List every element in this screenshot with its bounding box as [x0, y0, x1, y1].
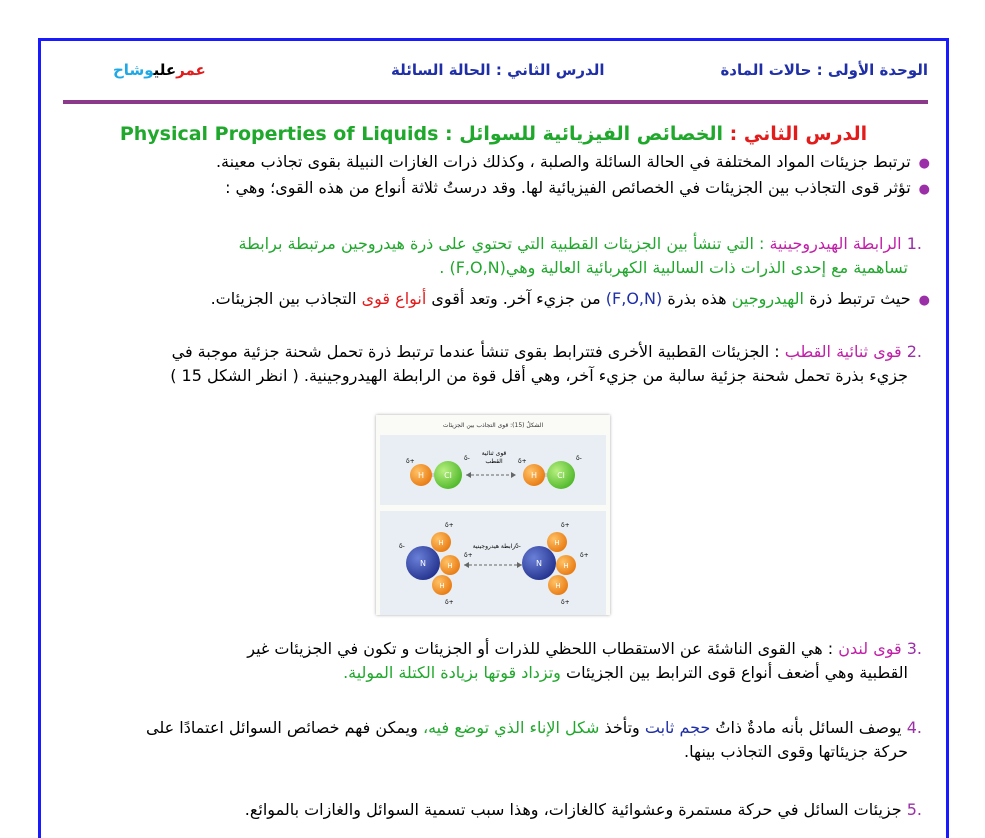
item5-line [245, 799, 922, 821]
atom-label: Cl [557, 471, 565, 480]
item2-number: .2 [906, 342, 922, 361]
item1-note-p2: هذه بذرة [667, 289, 727, 308]
atom-label: H [555, 582, 561, 590]
partial-charge-label: δ+ [406, 458, 415, 465]
item1-note-p4: التجاذب بين الجزيئات. [210, 289, 357, 308]
figure-caption: الشكلُ (15): قوى التجاذب بين الجزيئات [442, 422, 544, 429]
bullet-icon: ● [918, 293, 930, 308]
item1-note-atoms: (F,O,N) [605, 289, 663, 308]
item2-line2: جزيء بذرة تحمل شحنة جزئية سالبة من جزيء آخر، وهي أقل قوة من الرابطة الهيدروجينية. ( انظر الشكل 15 ) [170, 366, 908, 385]
intro-bullet-1 [216, 151, 930, 175]
partial-charge-label: δ+ [445, 522, 454, 529]
atom-label: N [420, 559, 426, 568]
section-title-english: Physical Properties of Liquids [119, 123, 439, 145]
item5-text: جزيئات السائل في حركة مستمرة وعشوائية كالغازات، وهذا سبب تسمية السوائل والغازات بالموائع. [244, 800, 902, 819]
atom-label: H [554, 539, 560, 547]
item3-number: .3 [906, 639, 922, 658]
item1-term: الرابطة الهيدروجينية [769, 234, 902, 253]
partial-charge-label: δ- [515, 543, 521, 550]
atom-label: Cl [444, 471, 452, 480]
item2-term: قوى ثنائية القطب [784, 342, 902, 361]
item4-text-1: يوصف السائل بأنه مادةٌ ذاتُ [715, 718, 902, 737]
intermolecular-forces-diagram [376, 415, 610, 615]
item2-def-1: : الجزيئات القطبية الأخرى فتترابط بقوى تنشأ عندما ترتبط ذرة تحمل شحنة جزئية موجبة في [171, 342, 785, 361]
partial-charge-label: δ+ [518, 458, 527, 465]
partial-charge-label: δ- [464, 455, 470, 462]
unit-title: الوحدة الأولى : حالات المادة [720, 61, 928, 79]
partial-charge-label: δ- [576, 455, 582, 462]
figure-15 [376, 415, 610, 615]
item3-line1 [247, 638, 922, 660]
partial-charge-label: δ+ [464, 552, 473, 559]
partial-charge-label: δ+ [445, 599, 454, 606]
item3-term: قوى لندن [838, 639, 902, 658]
item4-text-3: ويمكن فهم خصائص السوائل اعتمادًا على [146, 718, 418, 737]
item4-volume: حجم ثابت [644, 718, 711, 737]
section-title [41, 123, 946, 145]
item3-def-3: وتزداد قوتها بزيادة الكتلة المولية. [343, 663, 561, 682]
page-frame [38, 38, 949, 838]
item4-number: .4 [906, 718, 922, 737]
atom-label: H [563, 562, 569, 570]
header-divider [63, 100, 928, 104]
item1-note [211, 288, 930, 312]
dipole-label-2: القطب [485, 458, 503, 465]
item3-def-1: : هي القوى الناشئة عن الاستقطاب اللحظي للذرات أو الجزيئات و تكون في الجزيئات غير [247, 639, 839, 658]
item4-shape: شكل الإناء الذي توضع فيه، [422, 718, 600, 737]
author-name [113, 61, 206, 79]
atom-label: H [417, 471, 425, 480]
partial-charge-label: δ+ [561, 522, 570, 529]
intro-bullet-2 [225, 177, 930, 201]
partial-charge-label: δ+ [580, 552, 589, 559]
intro-text-1: ترتبط جزيئات المواد المختلفة في الحالة السائلة والصلبة ، وكذلك ذرات الغازات النبيلة بقوى تجاذب معينة. [215, 152, 911, 171]
item4-line2: حركة جزيئاتها وقوى التجاذب بينها. [684, 742, 908, 761]
item1-note-p1: حيث ترتبط ذرة [809, 289, 911, 308]
partial-charge-label: δ- [399, 543, 405, 550]
item5-number: .5 [906, 800, 922, 819]
bullet-icon: ● [918, 182, 930, 197]
section-title-lesson: الدرس الثاني : [729, 123, 868, 145]
item1-number: .1 [906, 234, 922, 253]
atom-label: H [530, 471, 538, 480]
lesson-title: الدرس الثاني : الحالة السائلة [391, 61, 605, 79]
item1-note-p3: من جزيء آخر. وتعد أقوى [431, 289, 601, 308]
item3-def-2: القطبية وهي أضعف أنواع قوى الترابط بين الجزيئات [566, 663, 908, 682]
item4-line1 [146, 717, 922, 739]
item1-line2: تساهمية مع إحدى الذرات ذات السالبية الكهربائية العالية وهي(F,O,N) . [439, 258, 908, 277]
partial-charge-label: δ+ [561, 599, 570, 606]
item4-text-2: وتأخذ [604, 718, 640, 737]
section-title-arabic-block [445, 123, 867, 145]
author-middle: علي [153, 61, 177, 79]
atom-label: N [536, 559, 542, 568]
item1-def-1: : التي تنشأ بين الجزيئات القطبية التي تحتوي على ذرة هيدروجين مرتبطة برابطة [238, 234, 770, 253]
atom-label: H [439, 582, 445, 590]
intro-text-2: تؤثر قوى التجاذب بين الجزيئات في الخصائص الفيزيائية لها. وقد درستُ ثلاثة أنواع من هذه القوى؛ وهي : [225, 178, 911, 197]
item1-note-term: الهيدروجين [731, 289, 804, 308]
section-title-arabic: الخصائص الفيزيائية للسوائل : [445, 123, 724, 145]
atom-label: H [438, 539, 444, 547]
hbond-label: رابطة هيدروجينية [472, 543, 516, 550]
atom-label: H [447, 562, 453, 570]
item1-line1 [239, 233, 922, 255]
item1-note-strong: أنواع قوى [361, 289, 427, 308]
author-first: عمر [176, 61, 206, 79]
item2-line1 [172, 341, 922, 363]
dipole-label-1: قوى ثنائية [481, 450, 507, 457]
bullet-icon: ● [918, 156, 930, 171]
item3-line2 [343, 662, 908, 684]
author-last: وشاح [113, 61, 154, 79]
